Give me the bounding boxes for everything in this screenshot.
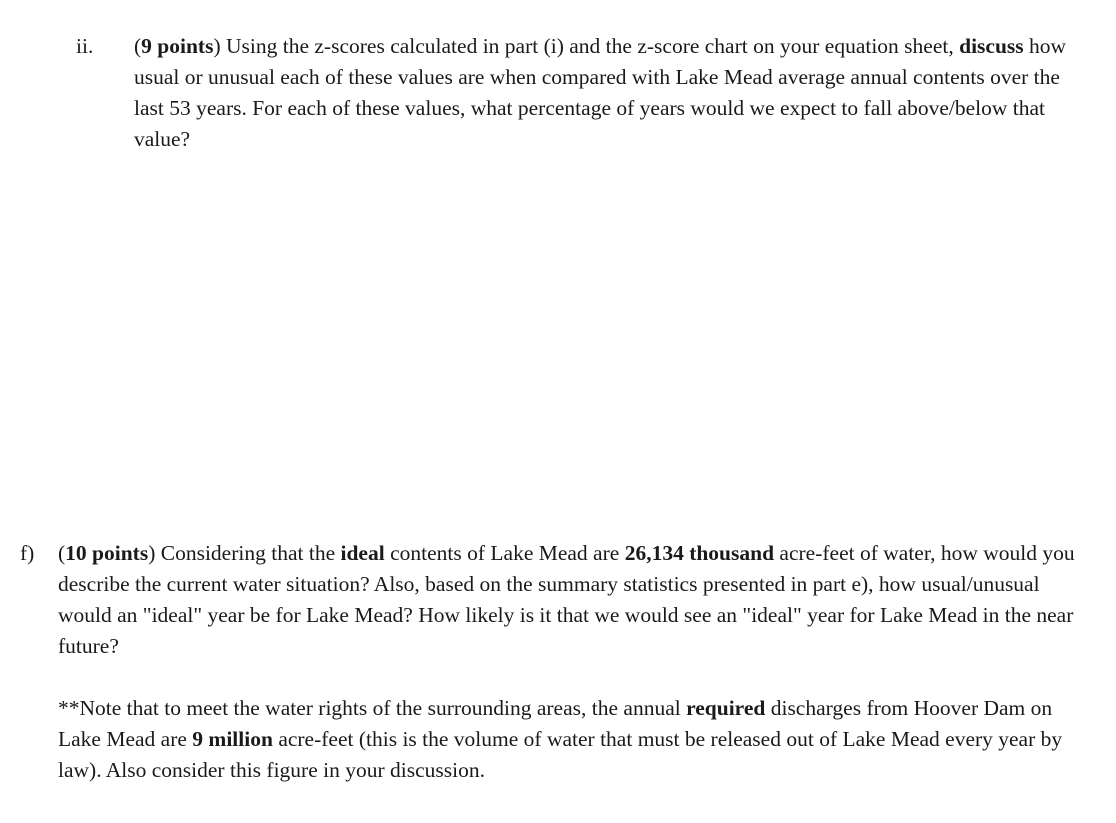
note-text-2: discharges from Hoover Dam on Lake Mead are <box>58 696 1053 751</box>
part-ii-intro: ) Using the z-scores calculated in part (i) and the z-score chart on your equation sheet, <box>213 34 960 58</box>
part-f-marker: f) <box>20 541 35 565</box>
part-ii-rest: how usual or unusual each of these values are when compared with Lake Mead average annual contents over the last 53 years. For each of these values, what percentage of years would we expect to fall above/below that value? <box>134 34 1067 151</box>
part-ii-prompt <box>134 31 1094 155</box>
part-ii-marker: ii. <box>76 34 94 58</box>
note-text-3: acre-feet (this is the volume of water that must be released out of Lake Mead every year by law). Also consider this figure in your discussion. <box>58 727 1063 782</box>
part-f-text-3: acre-feet of water, how would you describe the current water situation? Also, based on the summary statistics presented in part e), how usual/unusual would an "ideal" year be for Lake Mead? How likely is it that we would see an "ideal" year for Lake Mead in the near future? <box>58 541 1075 658</box>
part-ii-open-paren: ( <box>134 34 142 58</box>
part-f-open-paren: ( <box>58 541 66 565</box>
part-f-ideal-keyword: ideal <box>340 541 385 565</box>
note-stars: ** <box>58 696 80 720</box>
part-f-note <box>58 693 1088 786</box>
part-ii-discuss-keyword: discuss <box>959 34 1024 58</box>
part-f-text-2: contents of Lake Mead are <box>384 541 625 565</box>
note-million: 9 million <box>192 727 273 751</box>
note-required-keyword: required <box>686 696 766 720</box>
part-f-prompt <box>58 538 1088 786</box>
part-f-amount: 26,134 thousand <box>624 541 775 565</box>
part-f-text-1: ) Considering that the <box>148 541 341 565</box>
note-text-1: Note that to meet the water rights of the surrounding areas, the annual <box>79 696 687 720</box>
part-f-points: 10 points <box>65 541 149 565</box>
part-ii-points: 9 points <box>141 34 214 58</box>
